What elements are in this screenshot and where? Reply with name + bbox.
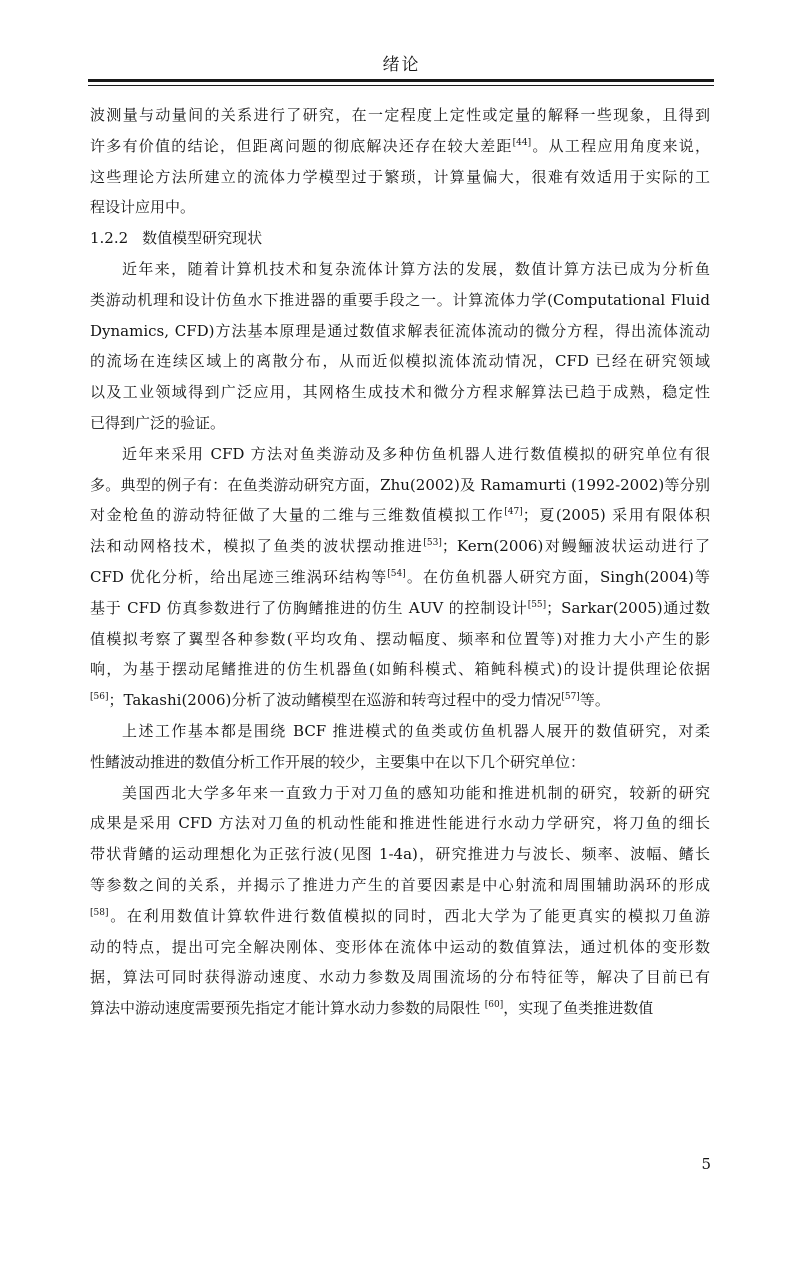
- citation: [53]: [423, 538, 442, 549]
- text-line: 类游动机理和设计仿鱼水下推进器的重要手段之一。计算流体力学(Computational Fluid: [90, 290, 710, 309]
- text-line: 近年来，随着计算机技术和复杂流体计算方法的发展，数值计算方法已成为分析鱼: [122, 259, 710, 278]
- text-segment: 。在仿鱼机器人研究方面，Singh(2004)等: [405, 567, 710, 586]
- running-header: 绪论: [382, 55, 421, 75]
- text-segment: 。从工程应用角度来说，: [531, 136, 710, 155]
- text-line: [90, 993, 710, 1024]
- paragraph: [90, 439, 710, 716]
- text-segment: ；Takashi(2006)分析了波动鳍模型在巡游和转弯过程中的受力情况: [108, 691, 562, 710]
- text-line: [90, 531, 710, 562]
- text-segment: 许多有价值的结论，但距离问题的彻底解决还存在较大差距: [90, 136, 513, 155]
- page-number: 5: [701, 1155, 711, 1173]
- text-segment: CFD 优化分析，给出尾迹三维涡环结构等: [90, 567, 388, 586]
- citation: [47]: [504, 507, 523, 518]
- text-line: 美国西北大学多年来一直致力于对刀鱼的感知功能和推进机制的研究，较新的研究: [122, 783, 710, 802]
- text-line: 近年来采用 CFD 方法对鱼类游动及多种仿鱼机器人进行数值模拟的研究单位有很: [122, 444, 710, 463]
- text-line: 波测量与动量间的关系进行了研究，在一定程度上定性或定量的解释一些现象，且得到: [90, 106, 710, 124]
- text-line: [90, 562, 710, 593]
- paragraph: [90, 716, 710, 778]
- text-line: 值模拟考察了翼型各种参数(平均攻角、摆动幅度、频率和位置等)对推力大小产生的影: [90, 629, 710, 648]
- text-segment: 法和动网格技术，模拟了鱼类的波状摆动推进: [90, 537, 424, 556]
- text-segment: ，实现了鱼类推进数值: [503, 999, 654, 1018]
- text-line: 性鳍波动推进的数值分析工作开展的较少，主要集中在以下几个研究单位：: [90, 752, 586, 771]
- citation: [57]: [561, 692, 580, 703]
- section-heading: [90, 223, 710, 254]
- text-line: 已得到广泛的验证。: [90, 413, 226, 432]
- text-line: 的流场在连续区域上的离散分布，从而近似模拟流体流动情况，CFD 已经在研究领域: [90, 352, 710, 371]
- text-line: 程设计应用中。: [90, 198, 196, 217]
- paragraph: [90, 778, 710, 1024]
- text-line: 上述工作基本都是围绕 BCF 推进模式的鱼类或仿鱼机器人展开的数值研究，对柔: [122, 721, 710, 740]
- text-line: 据，算法可同时获得游动速度、水动力参数及周围流场的分布特征等，解决了目前已有: [90, 968, 710, 987]
- text-line: [90, 901, 710, 932]
- text-segment: ；夏(2005) 采用有限体积: [522, 506, 710, 525]
- citation: [55]: [527, 599, 547, 610]
- header-rule-thin: [88, 85, 714, 86]
- text-line: 成果是采用 CFD 方法对刀鱼的机动性能和推进性能进行水动力学研究，将刀鱼的细长: [90, 814, 710, 833]
- section-title: 数值模型研究现状: [142, 229, 263, 248]
- text-line: 以及工业领域得到广泛应用，其网格生成技术和微分方程求解算法已趋于成熟，稳定性: [90, 383, 710, 402]
- section-paragraphs: [90, 254, 710, 1024]
- text-line: 响，为基于摆动尾鳍推进的仿生机器鱼(如鲔科模式、箱鲀科模式)的设计提供理论依据: [90, 660, 710, 679]
- citation: [54]: [387, 568, 406, 579]
- text-line: 等参数之间的关系，并揭示了推进力产生的首要因素是中心射流和周围辅助涡环的形成: [90, 875, 710, 894]
- citation: [60]: [484, 1000, 504, 1011]
- text-line: 多。典型的例子有：在鱼类游动研究方面，Zhu(2002)及 Ramamurti (1992-2002)等分别: [90, 475, 710, 494]
- text-line: 动的特点，提出可完全解决刚体、变形体在流体中运动的数值算法，通过机体的变形数: [90, 937, 710, 956]
- text-segment: ；Sarkar(2005)通过数: [546, 598, 710, 617]
- text-line: [90, 593, 710, 624]
- text-line: [90, 685, 710, 716]
- header-rule: [88, 79, 714, 82]
- body-text: [90, 100, 710, 1024]
- text-segment: 对金枪鱼的游动特征做了大量的二维与三维数值模拟工作: [90, 506, 505, 525]
- paragraph: [90, 254, 710, 439]
- text-segment: 等。: [579, 691, 610, 710]
- text-line: [90, 131, 710, 162]
- text-line: 这些理论方法所建立的流体力学模型过于繁琐，计算量偏大，很难有效适用于实际的工: [90, 167, 710, 186]
- section-number: 1.2.2: [90, 229, 129, 248]
- text-segment: 基于 CFD 仿真参数进行了仿胸鳍推进的仿生 AUV 的控制设计: [90, 598, 528, 617]
- text-segment: 算法中游动速度需要预先指定才能计算水动力参数的局限性: [90, 999, 485, 1018]
- citation: [44]: [512, 137, 532, 148]
- text-line: Dynamics, CFD)方法基本原理是通过数值求解表征流体流动的微分方程，得出流体流动: [90, 321, 710, 340]
- text-line: 带状背鳍的运动理想化为正弦行波(见图 1-4a)，研究推进力与波长、频率、波幅、鳍长: [90, 845, 710, 864]
- intro-paragraphs: [90, 100, 710, 223]
- paragraph: [90, 100, 710, 223]
- citation: [58]: [90, 907, 109, 918]
- citation: [56]: [90, 692, 109, 703]
- text-segment: ；Kern(2006)对鳗鲡波状运动进行了: [441, 537, 710, 556]
- text-segment: 。在利用数值计算软件进行数值模拟的同时，西北大学为了能更真实的模拟刀鱼游: [108, 906, 710, 925]
- text-line: [90, 500, 710, 531]
